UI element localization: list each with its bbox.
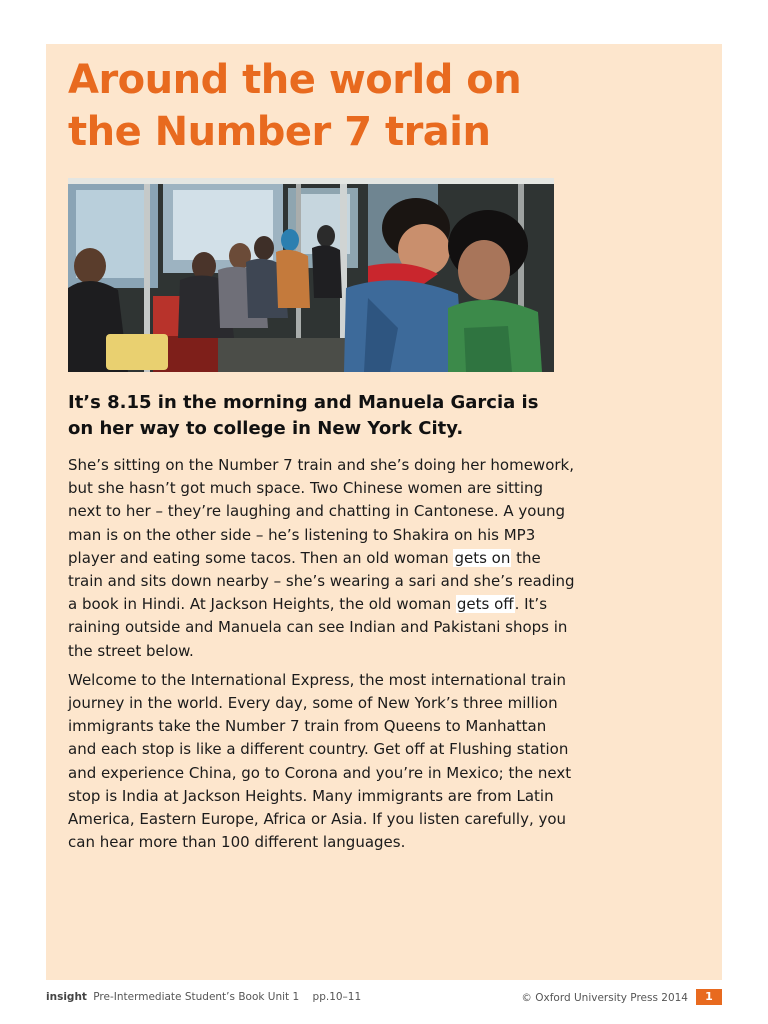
title-line-2: the Number 7 train (68, 109, 491, 155)
paragraph-2: Welcome to the International Express, the most international train journey in the world. Every day, some of New York’s three million immigrants take the Number 7 train from Queens to Manhattan and each stop is like a different country. Get off at Flushing station and experience China, go to Corona and you’re in Mexico; the next stop is India at Jackson Heights. Many immigrants are from Latin America, Eastern Europe, Africa or Asia. If you listen carefully, you can hear more than 100 different languages. (68, 670, 572, 852)
footer-brand: insight (46, 991, 87, 1003)
footer-pages: pp.10–11 (312, 991, 362, 1003)
paragraph-1 (68, 454, 578, 663)
footer-copyright: © Oxford University Press 2014 (521, 992, 688, 1004)
title-line-1: Around the world on (68, 57, 522, 103)
footer-book-title: Pre-Intermediate Student’s Book Unit 1 (93, 991, 300, 1003)
article-title (68, 54, 668, 158)
paragraph-1-part-1: She’s sitting on the Number 7 train and she’s doing her homework, but she hasn’t got much space. Two Chinese women are sitting next to her – they’re laughing and chatting in Cantonese. A young man is on the other side – he’s listening to Shakira on his MP3 player and eating some tacos. Then an old woman (68, 456, 574, 567)
highlight-gets-off: gets off (456, 595, 514, 614)
lead-line-1: It’s 8.15 in the morning and Manuela Garcia is (68, 392, 539, 413)
paragraph-1-part-3: . It’s raining outside and Manuela can see Indian and Pakistani shops in the street below. (68, 595, 568, 660)
page-number-badge: 1 (696, 989, 722, 1005)
train-photo (68, 178, 554, 372)
page-footer (46, 988, 722, 1008)
highlight-gets-on: gets on (454, 548, 511, 567)
article-lead (68, 390, 568, 442)
article-body (68, 454, 578, 860)
footer-book-info (46, 991, 361, 1003)
lead-line-2: on her way to college in New York City. (68, 418, 464, 439)
paragraph-1-part-2: the train and sits down nearby – she’s wearing a sari and she’s reading a book in Hindi. At Jackson Heights, the old woman (68, 548, 575, 614)
